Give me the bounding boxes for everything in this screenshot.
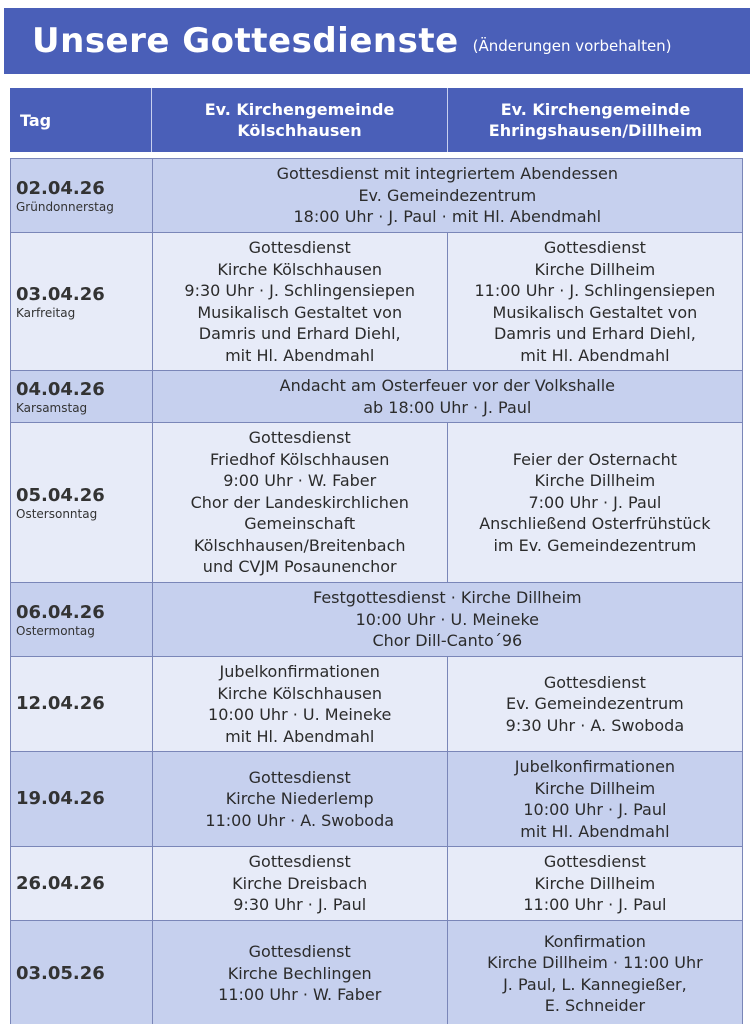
service-date: 26.04.26	[16, 872, 105, 894]
service-line: Kirche Dillheim	[534, 259, 656, 279]
service-line: Kölschhausen/Breitenbach	[193, 535, 406, 555]
service-date: 04.04.26	[16, 378, 105, 400]
service-line: Gottesdienst	[543, 672, 646, 692]
service-line: Kirche Kölschhausen	[217, 259, 383, 279]
service-date: 03.04.26	[16, 283, 105, 305]
table-row	[11, 423, 742, 583]
service-line: Gottesdienst	[248, 852, 351, 872]
table-row	[11, 371, 742, 423]
service-line: im Ev. Gemeindezentrum	[493, 535, 697, 555]
koelschhausen-service-cell	[153, 233, 448, 370]
table-row	[11, 233, 742, 371]
service-line: Damris und Erhard Diehl,	[198, 324, 401, 343]
table-row	[11, 752, 742, 847]
service-line: Kirche Kölschhausen	[217, 683, 383, 703]
date-cell	[11, 371, 153, 422]
service-day: Ostermontag	[16, 623, 95, 638]
service-line: Musikalisch Gestaltet von	[197, 302, 403, 322]
header-koelschhausen-line: Kölschhausen	[237, 121, 362, 140]
service-line: Kirche Dillheim	[534, 471, 656, 491]
combined-service-cell	[153, 583, 742, 656]
service-line: Jubelkonfirmationen	[219, 662, 380, 681]
service-line: 18:00 Uhr · J. Paul · mit Hl. Abendmahl	[293, 207, 602, 227]
date-cell	[11, 159, 153, 232]
koelschhausen-service-cell	[153, 921, 448, 1024]
service-line: 9:30 Uhr · J. Paul	[233, 895, 367, 915]
service-line: mit Hl. Abendmahl	[225, 345, 375, 365]
table-header	[10, 88, 743, 152]
ehringshausen-service-cell	[448, 752, 742, 846]
combined-service-cell	[153, 371, 742, 422]
service-line: Chor Dill-Canto´96	[372, 631, 523, 651]
date-cell	[11, 583, 153, 656]
table-row	[11, 847, 742, 921]
service-line: Kirche Dillheim · 11:00 Uhr	[487, 953, 703, 972]
table-row	[11, 657, 742, 752]
service-line: Gottesdienst	[543, 238, 646, 257]
service-day: Gründonnerstag	[16, 199, 114, 214]
koelschhausen-service-cell	[153, 657, 448, 751]
service-date: 12.04.26	[16, 693, 105, 714]
service-line: Gottesdienst mit integriertem Abendessen	[276, 164, 619, 184]
service-line: Anschließend Osterfrühstück	[479, 514, 711, 534]
combined-service-cell	[153, 159, 742, 232]
service-line: Ev. Gemeindezentrum	[358, 185, 537, 205]
date-cell	[11, 847, 153, 920]
service-date: 06.04.26	[16, 601, 105, 623]
service-line: mit Hl. Abendmahl	[520, 345, 670, 365]
service-line: Feier der Osternacht	[512, 449, 678, 469]
date-cell	[11, 752, 153, 846]
service-line: 10:00 Uhr · U. Meineke	[355, 609, 539, 629]
service-line: 11:00 Uhr · J. Paul	[523, 895, 667, 915]
header-ehringshausen-line: Ev. Kirchengemeinde	[500, 100, 691, 119]
ehringshausen-service-cell	[448, 921, 742, 1024]
koelschhausen-service-cell	[153, 423, 448, 582]
service-line: 10:00 Uhr · U. Meineke	[208, 705, 392, 724]
ehringshausen-service-cell	[448, 847, 742, 920]
date-cell	[11, 921, 153, 1024]
service-line: Andacht am Osterfeuer vor der Volkshalle	[279, 376, 615, 395]
service-day: Karsamstag	[16, 400, 88, 415]
ehringshausen-service-cell	[448, 233, 742, 370]
date-cell	[11, 657, 153, 751]
service-line: Kirche Dreisbach	[232, 873, 368, 893]
ehringshausen-service-cell	[448, 423, 742, 582]
header-koelschhausen-line: Ev. Kirchengemeinde	[204, 100, 395, 119]
service-table	[10, 158, 743, 1024]
koelschhausen-service-cell	[153, 752, 448, 846]
header-ehringshausen	[448, 88, 743, 152]
service-line: ab 18:00 Uhr · J. Paul	[363, 397, 532, 417]
service-date: 03.05.26	[16, 962, 105, 984]
service-line: Gottesdienst	[543, 852, 646, 872]
service-line: Kirche Dillheim	[534, 873, 656, 893]
service-line: 9:30 Uhr · A. Swoboda	[505, 715, 685, 735]
service-line: Kirche Dillheim	[534, 778, 656, 798]
service-line: 11:00 Uhr · A. Swoboda	[205, 810, 395, 830]
date-cell	[11, 423, 153, 582]
service-line: 7:00 Uhr · J. Paul	[528, 492, 662, 512]
service-date: 19.04.26	[16, 788, 105, 809]
header-tag: Tag	[10, 88, 152, 152]
service-line: mit Hl. Abendmahl	[520, 821, 670, 841]
service-line: Gottesdienst	[248, 942, 351, 962]
table-row	[11, 159, 742, 233]
service-line: Ev. Gemeindezentrum	[506, 694, 684, 714]
date-cell	[11, 233, 153, 370]
koelschhausen-service-cell	[153, 847, 448, 920]
service-day: Ostersonntag	[16, 506, 98, 521]
service-line: Musikalisch Gestaltet von	[492, 302, 698, 322]
service-line: Damris und Erhard Diehl,	[493, 324, 696, 343]
service-date: 02.04.26	[16, 177, 105, 199]
service-line: 11:00 Uhr · W. Faber	[218, 985, 382, 1005]
service-line: 9:00 Uhr · W. Faber	[223, 471, 377, 491]
header-ehringshausen-line: Ehringshausen/Dillheim	[488, 121, 703, 140]
service-line: Chor der Landeskirchlichen	[190, 492, 409, 512]
service-date: 05.04.26	[16, 484, 105, 506]
service-line: Konfirmation	[543, 931, 646, 951]
service-line: Gottesdienst	[248, 238, 351, 257]
service-line: mit Hl. Abendmahl	[225, 726, 375, 746]
service-line: 9:30 Uhr · J. Schlingensiepen	[184, 281, 416, 300]
service-line: J. Paul, L. Kannegießer,	[503, 974, 687, 994]
service-line: Gottesdienst	[248, 767, 351, 787]
service-line: E. Schneider	[544, 996, 646, 1015]
service-line: Kirche Bechlingen	[227, 963, 372, 983]
service-line: und CVJM Posaunenchor	[202, 557, 397, 577]
service-day: Karfreitag	[16, 305, 76, 320]
table-row	[11, 583, 742, 657]
service-line: Gemeinschaft	[244, 514, 356, 534]
title-note: (Änderungen vorbehalten)	[472, 37, 672, 55]
table-row	[11, 921, 742, 1024]
service-line: Jubelkonfirmationen	[514, 757, 676, 776]
service-line: 11:00 Uhr · J. Schlingensiepen	[474, 281, 716, 300]
ehringshausen-service-cell	[448, 657, 742, 751]
service-line: Gottesdienst	[248, 428, 351, 448]
header-koelschhausen	[152, 88, 448, 152]
page-title: Unsere Gottesdienste	[32, 21, 459, 61]
service-line: Festgottesdienst · Kirche Dillheim	[313, 588, 582, 608]
service-line: Kirche Niederlemp	[225, 789, 374, 809]
service-line: Friedhof Kölschhausen	[210, 449, 390, 469]
service-line: 10:00 Uhr · J. Paul	[523, 800, 667, 819]
title-bar	[4, 8, 750, 74]
